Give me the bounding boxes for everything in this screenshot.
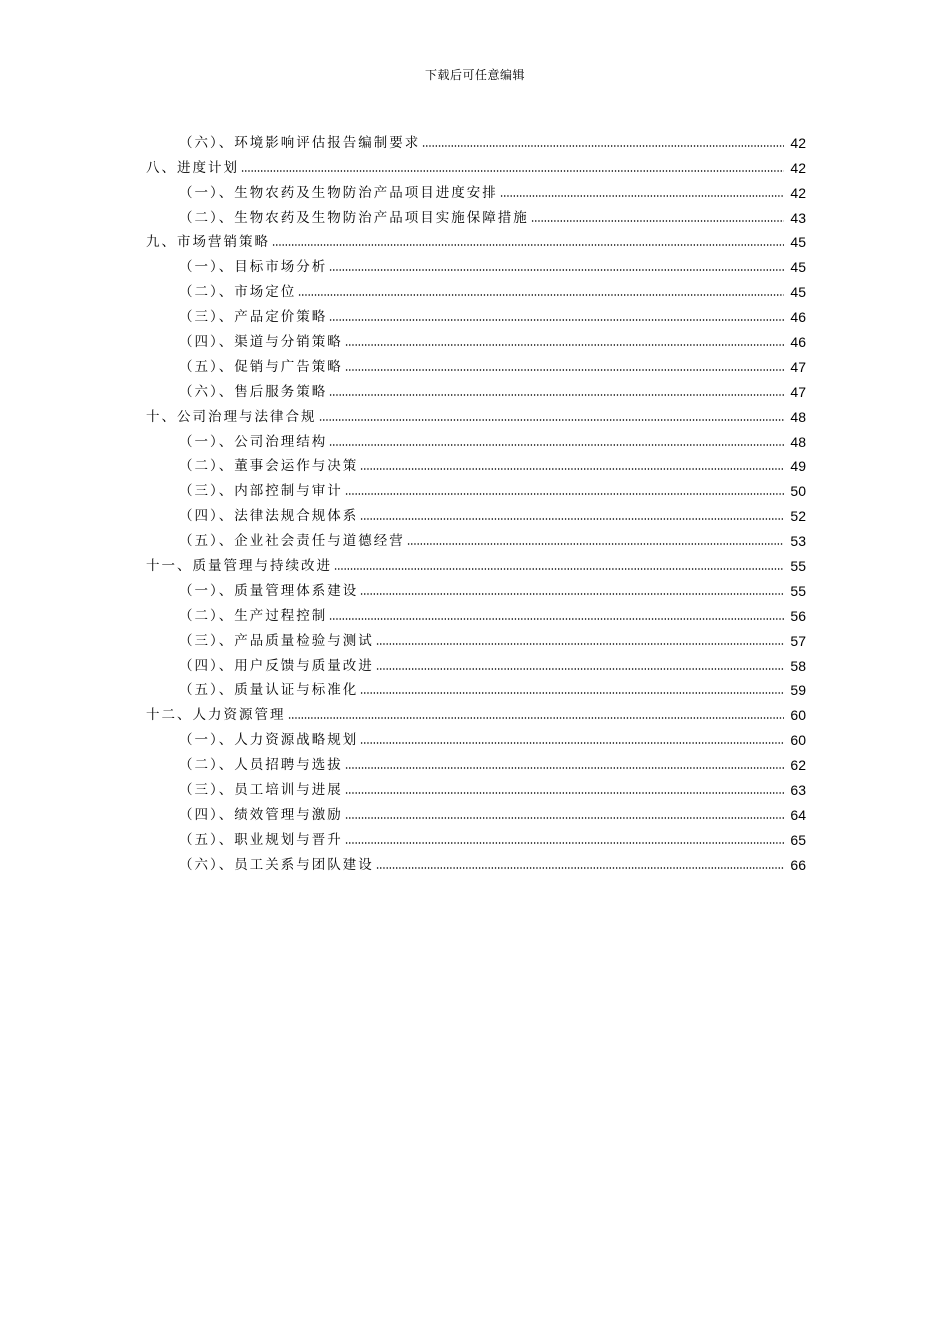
toc-section-entry[interactable] — [0, 202, 950, 227]
table-of-contents — [0, 127, 950, 874]
toc-entry-title: 十一、质量管理与持续改进 — [146, 558, 332, 575]
toc-entry-title: （五）、职业规划与晋升 — [179, 831, 343, 848]
toc-dot-leader — [376, 642, 784, 646]
toc-entry-title: （一）、人力资源战略规划 — [179, 732, 359, 749]
toc-dot-leader — [345, 816, 784, 820]
toc-entry-title: （三）、产品定价策略 — [179, 309, 328, 326]
toc-dot-leader — [345, 791, 784, 795]
toc-dot-leader — [360, 741, 784, 745]
toc-entry-title: （三）、员工培训与进展 — [179, 782, 343, 799]
toc-section-entry[interactable] — [0, 426, 950, 451]
toc-dot-leader — [329, 617, 784, 621]
toc-chapter-entry[interactable] — [0, 550, 950, 575]
toc-dot-leader — [319, 418, 785, 422]
toc-entry-title: 十二、人力资源管理 — [146, 707, 286, 724]
toc-entry-page-number: 56 — [790, 607, 806, 624]
toc-dot-leader — [376, 667, 784, 671]
toc-entry-page-number: 63 — [790, 782, 806, 799]
toc-section-entry[interactable] — [0, 824, 950, 849]
toc-section-entry[interactable] — [0, 774, 950, 799]
toc-section-entry[interactable] — [0, 451, 950, 476]
toc-dot-leader — [360, 467, 784, 471]
toc-dot-leader — [329, 268, 784, 272]
toc-entry-title: 九、市场营销策略 — [146, 234, 270, 251]
toc-dot-leader — [329, 393, 784, 397]
toc-entry-title: （二）、董事会运作与决策 — [179, 458, 359, 475]
toc-entry-title: （五）、企业社会责任与道德经营 — [179, 533, 405, 550]
toc-section-entry[interactable] — [0, 251, 950, 276]
toc-entry-title: 十、公司治理与法律合规 — [146, 408, 317, 425]
toc-entry-page-number: 42 — [790, 159, 806, 176]
toc-entry-page-number: 53 — [790, 533, 806, 550]
toc-section-entry[interactable] — [0, 301, 950, 326]
toc-entry-page-number: 47 — [790, 383, 806, 400]
toc-section-entry[interactable] — [0, 525, 950, 550]
toc-dot-leader — [334, 567, 784, 571]
toc-entry-page-number: 48 — [790, 408, 806, 425]
toc-entry-page-number: 55 — [790, 582, 806, 599]
toc-dot-leader — [376, 866, 784, 870]
toc-section-entry[interactable] — [0, 600, 950, 625]
toc-dot-leader — [360, 517, 784, 521]
toc-entry-title: （二）、生产过程控制 — [179, 607, 328, 624]
toc-entry-title: （四）、法律法规合规体系 — [179, 508, 359, 525]
toc-section-entry[interactable] — [0, 177, 950, 202]
toc-entry-title: （一）、目标市场分析 — [179, 259, 328, 276]
toc-entry-page-number: 46 — [790, 309, 806, 326]
toc-entry-page-number: 62 — [790, 757, 806, 774]
toc-entry-title: （一）、生物农药及生物防治产品项目进度安排 — [179, 184, 498, 201]
toc-dot-leader — [272, 243, 784, 247]
toc-dot-leader — [360, 691, 784, 695]
toc-entry-page-number: 46 — [790, 334, 806, 351]
toc-section-entry[interactable] — [0, 276, 950, 301]
toc-entry-title: （三）、内部控制与审计 — [179, 483, 343, 500]
toc-entry-title: （六）、售后服务策略 — [179, 383, 328, 400]
toc-section-entry[interactable] — [0, 326, 950, 351]
toc-dot-leader — [422, 144, 784, 148]
toc-entry-page-number: 66 — [790, 856, 806, 873]
toc-entry-page-number: 48 — [790, 433, 806, 450]
toc-entry-page-number: 47 — [790, 358, 806, 375]
toc-section-entry[interactable] — [0, 675, 950, 700]
toc-entry-page-number: 64 — [790, 806, 806, 823]
toc-entry-title: （二）、人员招聘与选拔 — [179, 757, 343, 774]
toc-entry-title: （五）、质量认证与标准化 — [179, 682, 359, 699]
toc-chapter-entry[interactable] — [0, 699, 950, 724]
toc-chapter-entry[interactable] — [0, 227, 950, 252]
toc-entry-title: （三）、产品质量检验与测试 — [179, 632, 374, 649]
toc-dot-leader — [345, 492, 784, 496]
toc-entry-page-number: 42 — [790, 184, 806, 201]
toc-entry-title: （四）、渠道与分销策略 — [179, 334, 343, 351]
toc-dot-leader — [345, 841, 784, 845]
toc-entry-title: （六）、环境影响评估报告编制要求 — [179, 134, 421, 151]
toc-entry-title: （五）、促销与广告策略 — [179, 358, 343, 375]
page-header: 下载后可任意编辑 — [424, 68, 525, 82]
toc-entry-page-number: 52 — [790, 508, 806, 525]
toc-dot-leader — [360, 592, 784, 596]
toc-dot-leader — [329, 318, 784, 322]
toc-entry-page-number: 45 — [790, 259, 806, 276]
toc-entry-page-number: 55 — [790, 558, 806, 575]
toc-section-entry[interactable] — [0, 127, 950, 152]
toc-entry-page-number: 50 — [790, 483, 806, 500]
toc-entry-page-number: 58 — [790, 657, 806, 674]
toc-entry-title: （一）、质量管理体系建设 — [179, 582, 359, 599]
toc-section-entry[interactable] — [0, 376, 950, 401]
toc-section-entry[interactable] — [0, 475, 950, 500]
toc-entry-page-number: 45 — [790, 234, 806, 251]
toc-dot-leader — [288, 716, 785, 720]
toc-dot-leader — [345, 368, 784, 372]
toc-dot-leader — [345, 343, 784, 347]
toc-section-entry[interactable] — [0, 500, 950, 525]
toc-dot-leader — [531, 219, 784, 223]
toc-entry-title: （二）、市场定位 — [179, 284, 297, 301]
toc-entry-title: （一）、公司治理结构 — [179, 433, 328, 450]
toc-dot-leader — [298, 293, 784, 297]
toc-entry-page-number: 49 — [790, 458, 806, 475]
toc-entry-title: （二）、生物农药及生物防治产品项目实施保障措施 — [179, 209, 529, 226]
toc-entry-title: （六）、员工关系与团队建设 — [179, 856, 374, 873]
toc-chapter-entry[interactable] — [0, 401, 950, 426]
toc-section-entry[interactable] — [0, 575, 950, 600]
toc-entry-page-number: 57 — [790, 632, 806, 649]
toc-section-entry[interactable] — [0, 625, 950, 650]
toc-entry-title: （四）、用户反馈与质量改进 — [179, 657, 374, 674]
toc-entry-title: 八、进度计划 — [146, 159, 239, 176]
toc-entry-page-number: 60 — [790, 707, 806, 724]
toc-entry-title: （四）、绩效管理与激励 — [179, 806, 343, 823]
toc-section-entry[interactable] — [0, 351, 950, 376]
toc-chapter-entry[interactable] — [0, 152, 950, 177]
toc-entry-page-number: 65 — [790, 831, 806, 848]
toc-entry-page-number: 43 — [790, 209, 806, 226]
toc-dot-leader — [407, 542, 784, 546]
toc-dot-leader — [500, 194, 784, 198]
toc-entry-page-number: 42 — [790, 134, 806, 151]
toc-entry-page-number: 59 — [790, 682, 806, 699]
toc-dot-leader — [241, 169, 784, 173]
toc-section-entry[interactable] — [0, 849, 950, 874]
toc-dot-leader — [329, 443, 784, 447]
toc-section-entry[interactable] — [0, 724, 950, 749]
toc-dot-leader — [345, 766, 784, 770]
toc-section-entry[interactable] — [0, 749, 950, 774]
toc-section-entry[interactable] — [0, 799, 950, 824]
toc-section-entry[interactable] — [0, 650, 950, 675]
toc-entry-page-number: 60 — [790, 732, 806, 749]
toc-entry-page-number: 45 — [790, 284, 806, 301]
